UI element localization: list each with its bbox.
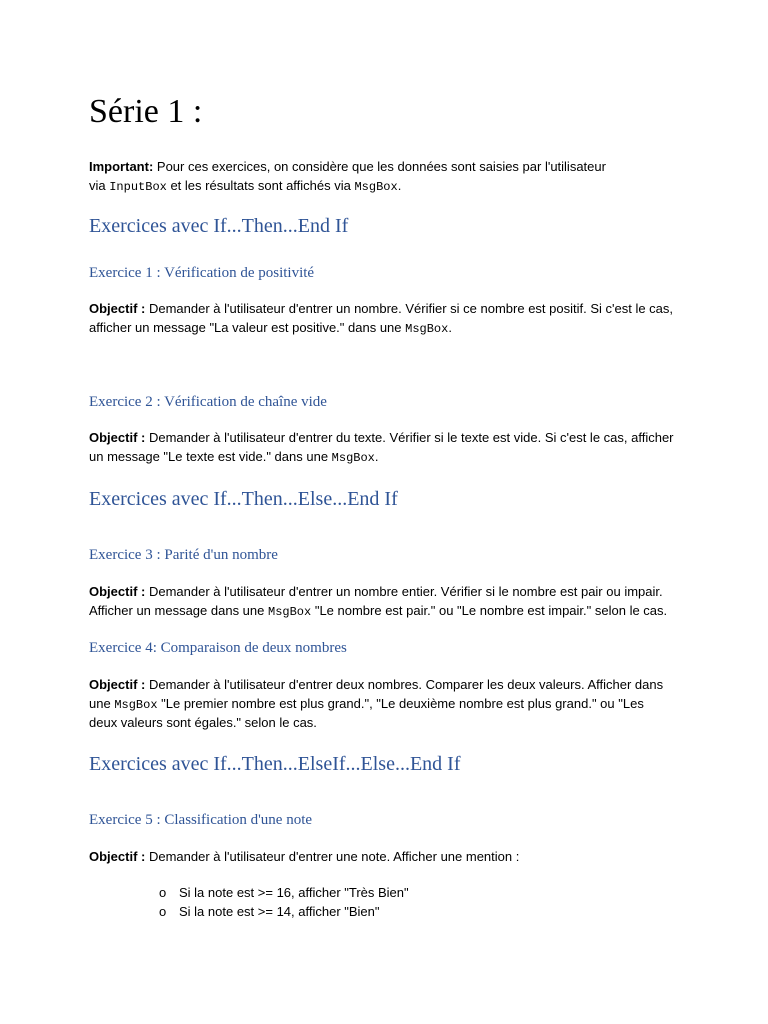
exercise-4-objective: Objectif : Demander à l'utilisateur d'entrer deux nombres. Comparer les deux valeurs. Afficher dans une MsgBox "Le premier nombre est plus grand.", "Le deuxième nombre est plus grand." ou "Les deux valeurs sont égales." selon le cas. (89, 677, 664, 730)
msgbox-code: MsgBox (331, 450, 375, 465)
list-item: o Si la note est >= 16, afficher "Très Bien" (159, 884, 409, 903)
inputbox-code: InputBox (109, 179, 167, 194)
objective-label: Objectif : (89, 301, 146, 316)
section-heading-if-then-else: Exercices avec If...Then...Else...End If (89, 488, 398, 510)
objective-label: Objectif : (89, 849, 146, 864)
msgbox-code: MsgBox (354, 179, 398, 194)
intro-paragraph: Important: Pour ces exercices, on considère que les données sont saisies par l'utilisateur via InputBox et les résultats sont affichés via MsgBox. (89, 159, 606, 194)
msgbox-code: MsgBox (114, 697, 158, 712)
objective-label: Objectif : (89, 584, 146, 599)
exercise-5-title: Exercice 5 : Classification d'une note (89, 812, 313, 828)
objective-label: Objectif : (89, 677, 146, 692)
hollow-bullet-icon: o (159, 903, 167, 919)
exercise-1-title: Exercice 1 : Vérification de positivité (89, 265, 315, 281)
exercise-5-objective: Objectif : Demander à l'utilisateur d'entrer une note. Afficher une mention : (89, 849, 520, 864)
exercise-1-objective: Objectif : Demander à l'utilisateur d'entrer un nombre. Vérifier si ce nombre est positif. Si c'est le cas, afficher un message "La valeur est positive." dans une MsgBox. (89, 301, 674, 336)
objective-label: Objectif : (89, 430, 146, 445)
important-label: Important: (89, 159, 154, 174)
exercise-3-objective: Objectif : Demander à l'utilisateur d'entrer un nombre entier. Vérifier si le nombre est pair ou impair. Afficher un message dans une MsgBox "Le nombre est pair." ou "Le nombre est impair." selon le cas. (89, 584, 668, 619)
exercise-3-title: Exercice 3 : Parité d'un nombre (89, 547, 278, 563)
exercise-2-objective: Objectif : Demander à l'utilisateur d'entrer du texte. Vérifier si le texte est vide. Si c'est le cas, afficher un message "Le texte est vide." dans une MsgBox. (89, 430, 674, 465)
section-heading-if-then: Exercices avec If...Then...End If (89, 215, 349, 237)
msgbox-code: MsgBox (405, 321, 449, 336)
exercise-4-title: Exercice 4: Comparaison de deux nombres (89, 640, 347, 656)
list-item: o Si la note est >= 14, afficher "Bien" (159, 903, 409, 922)
page-title: Série 1 : (89, 93, 203, 130)
hollow-bullet-icon: o (159, 885, 167, 900)
msgbox-code: MsgBox (268, 604, 312, 619)
exercise-2-title: Exercice 2 : Vérification de chaîne vide (89, 394, 327, 410)
exercise-5-bullet-list (159, 884, 409, 921)
section-heading-if-then-elseif: Exercices avec If...Then...ElseIf...Else...End If (89, 753, 461, 775)
